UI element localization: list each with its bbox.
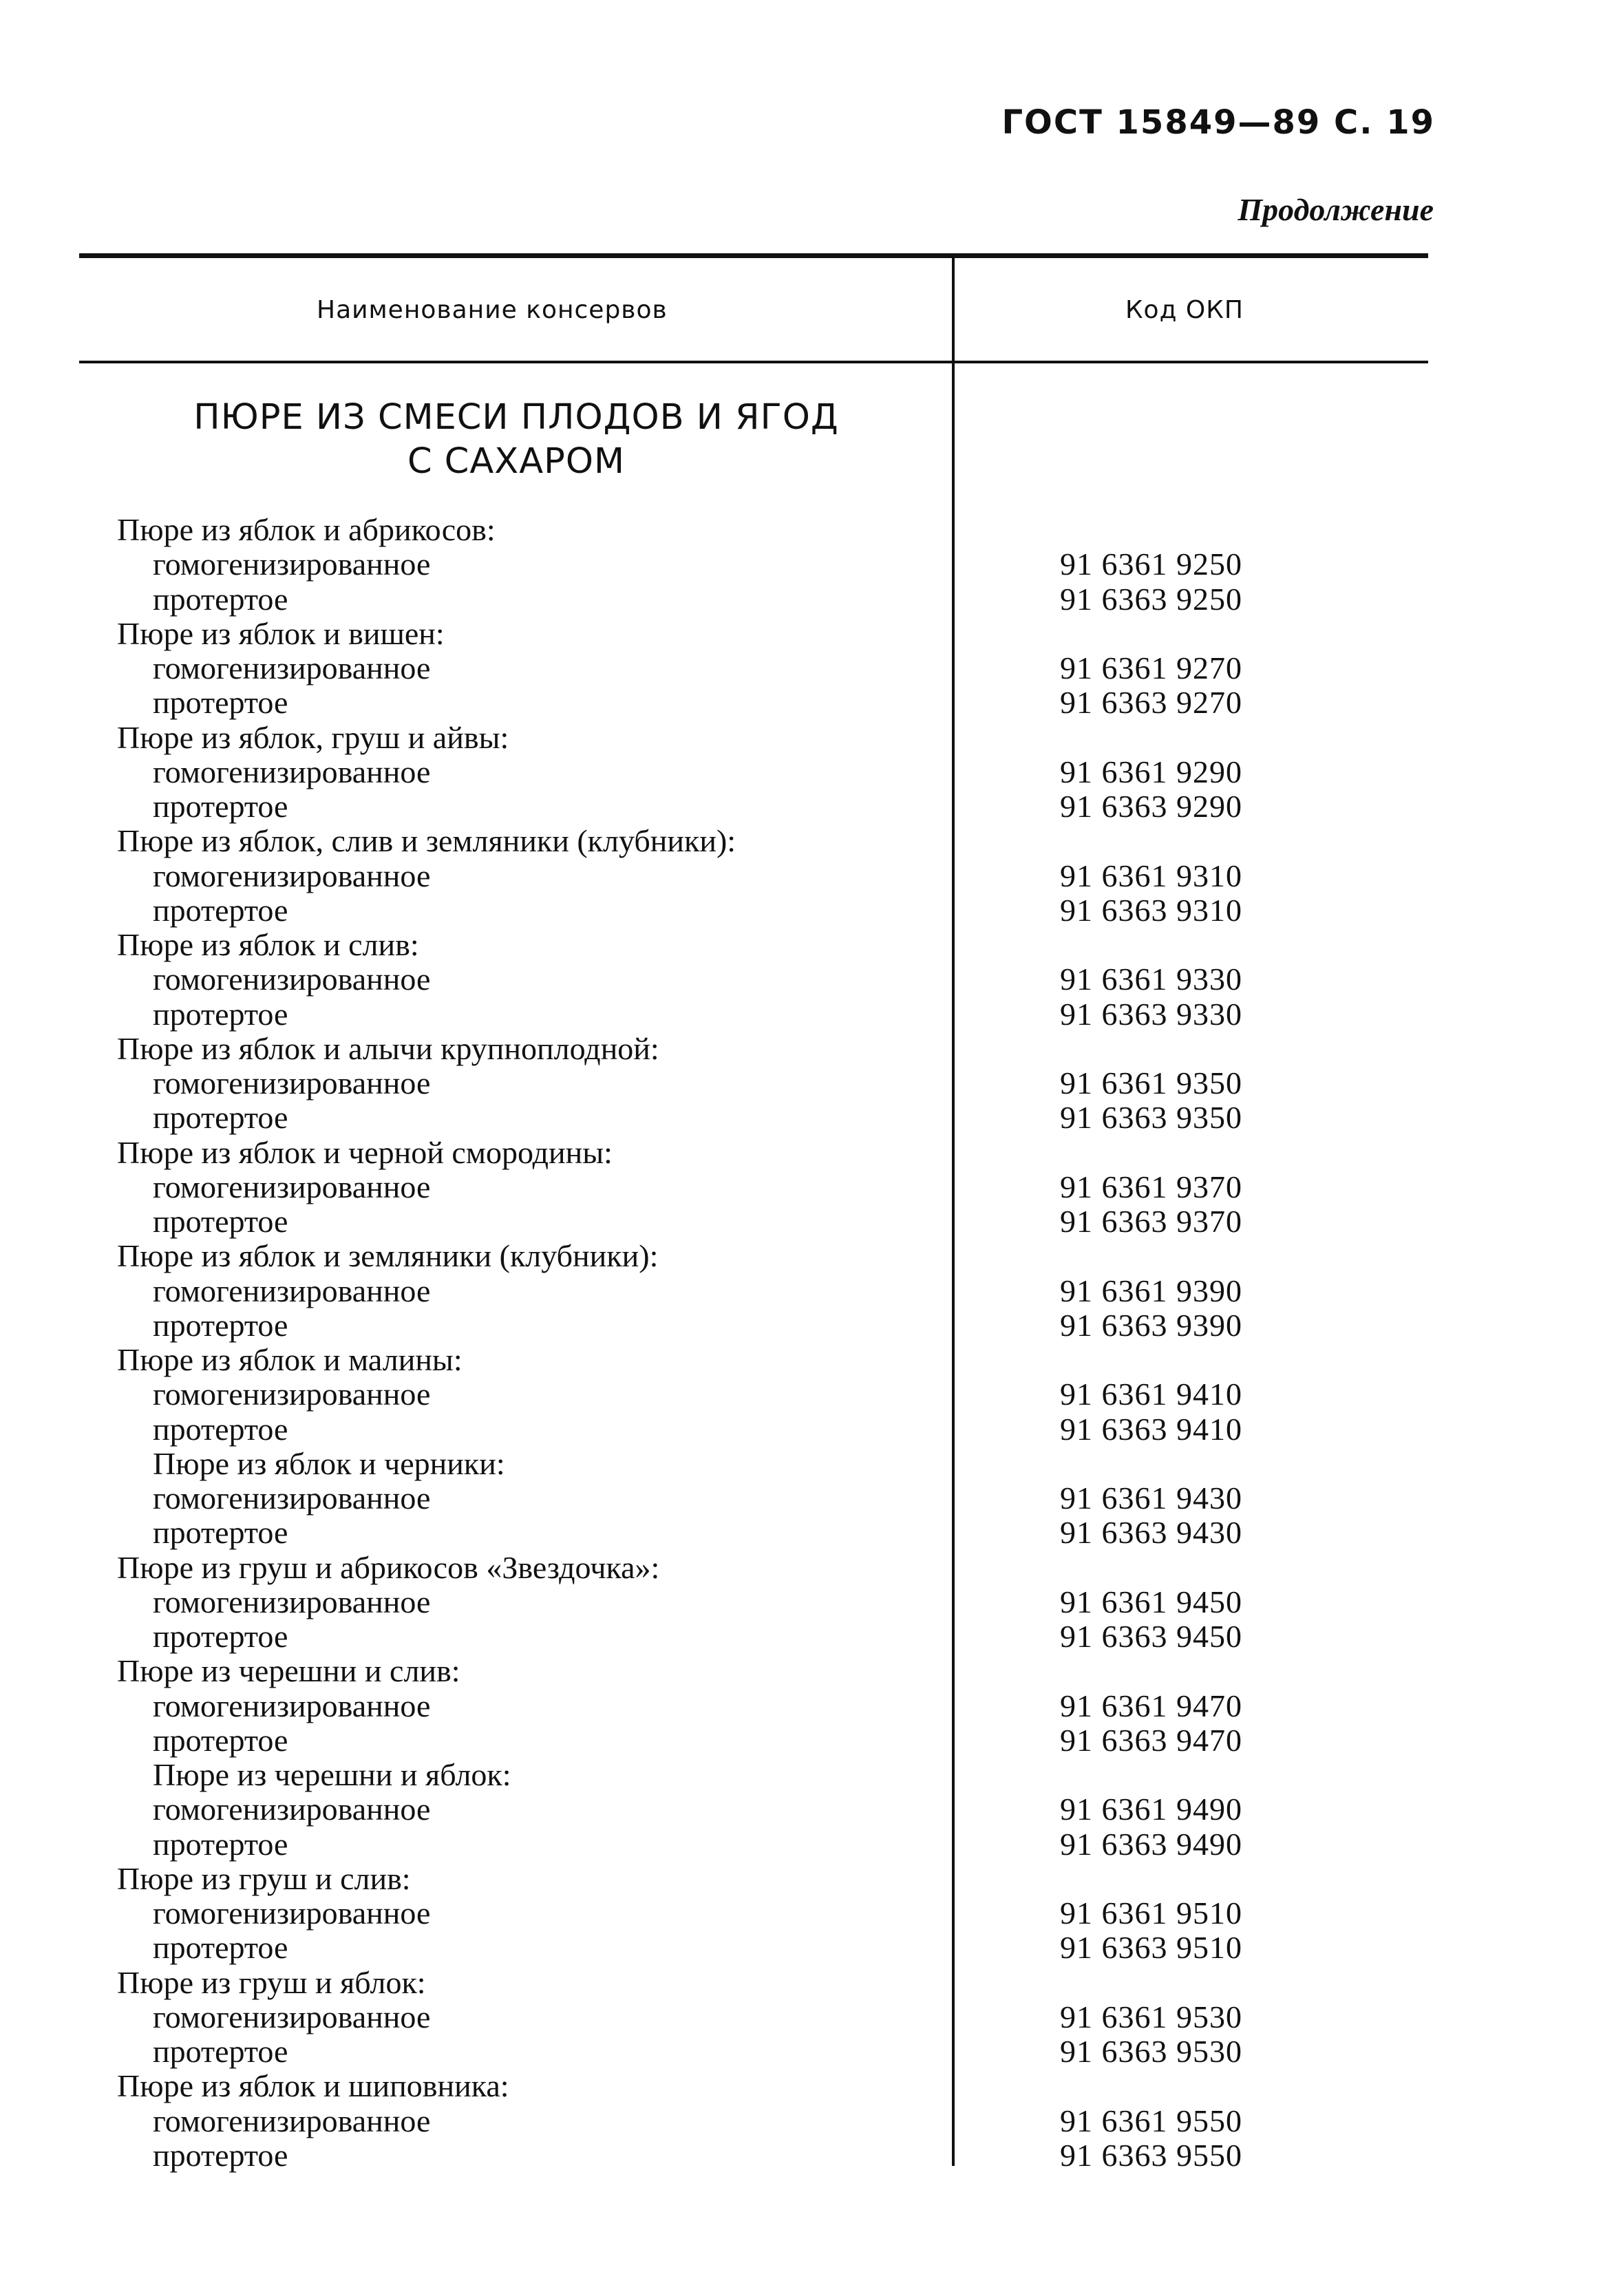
product-variant-row (0, 2104, 1614, 2138)
product-variant-row (0, 1412, 1614, 1447)
okp-code: 91 6363 9530 (1060, 2034, 1242, 2069)
product-group-row (0, 1551, 1614, 1585)
section-title (96, 396, 936, 484)
product-variant-name: протертое (153, 789, 288, 824)
product-variant-name: гомогенизированное (153, 1584, 431, 1619)
product-variant-row (0, 1827, 1614, 1862)
product-group-name: Пюре из черешни и слив: (117, 1653, 460, 1689)
product-group-row (0, 1862, 1614, 1896)
product-variant-row (0, 1931, 1614, 1965)
okp-code: 91 6361 9490 (1060, 1792, 1242, 1827)
product-group-row (0, 1032, 1614, 1066)
product-variant-row (0, 547, 1614, 582)
product-group-name: Пюре из яблок, слив и земляники (клубники): (117, 823, 736, 859)
product-variant-name: гомогенизированное (153, 1273, 431, 1308)
product-variant-name: протертое (153, 1204, 288, 1239)
okp-code: 91 6361 9270 (1060, 650, 1242, 685)
okp-code: 91 6361 9310 (1060, 858, 1242, 893)
okp-code: 91 6363 9350 (1060, 1100, 1242, 1136)
product-variant-name: гомогенизированное (153, 1376, 431, 1412)
product-group-name: Пюре из яблок и малины: (117, 1342, 463, 1377)
column-header-code: Код ОКП (1125, 296, 1244, 324)
product-group-name: Пюре из яблок и алычи крупноплодной: (117, 1030, 659, 1066)
product-variant-name: протертое (153, 1826, 288, 1862)
product-variant-row (0, 755, 1614, 789)
okp-code: 91 6363 9390 (1060, 1307, 1242, 1343)
product-variant-row (0, 1377, 1614, 1412)
product-variant-row (0, 962, 1614, 997)
product-group-name: Пюре из яблок и шиповника: (117, 2068, 509, 2104)
product-variant-row (0, 1101, 1614, 1135)
okp-code: 91 6361 9370 (1060, 1169, 1242, 1204)
okp-code: 91 6361 9250 (1060, 546, 1242, 582)
product-variant-row (0, 1585, 1614, 1619)
product-group-row (0, 617, 1614, 651)
product-group-row (0, 513, 1614, 547)
product-variant-row (0, 685, 1614, 720)
product-variant-name: гомогенизированное (153, 546, 431, 582)
product-variant-name: гомогенизированное (153, 1480, 431, 1516)
product-variant-name: протертое (153, 1411, 288, 1447)
product-group-row (0, 1343, 1614, 1377)
product-variant-row (0, 1792, 1614, 1827)
okp-code: 91 6363 9370 (1060, 1204, 1242, 1239)
product-variant-name: протертое (153, 2034, 288, 2069)
product-variant-row (0, 582, 1614, 617)
okp-code: 91 6361 9350 (1060, 1065, 1242, 1101)
column-header-name: Наименование консервов (317, 296, 668, 324)
product-group-row (0, 1239, 1614, 1273)
product-variant-name: гомогенизированное (153, 2103, 431, 2138)
product-variant-row (0, 1723, 1614, 1758)
product-variant-name: протертое (153, 1100, 288, 1136)
product-group-row (0, 1758, 1614, 1792)
product-variant-row (0, 2000, 1614, 2034)
product-variant-row (0, 1066, 1614, 1101)
okp-code: 91 6363 9250 (1060, 581, 1242, 617)
product-group-row (0, 2069, 1614, 2103)
product-variant-row (0, 1689, 1614, 1723)
product-group-name: Пюре из яблок и черники: (153, 1445, 505, 1481)
product-variant-row (0, 651, 1614, 685)
product-variant-name: протертое (153, 1722, 288, 1758)
product-variant-row (0, 997, 1614, 1032)
product-group-name: Пюре из яблок, груш и айвы: (117, 719, 509, 755)
product-group-name: Пюре из яблок и земляники (клубники): (117, 1238, 659, 1274)
okp-code: 91 6363 9450 (1060, 1619, 1242, 1654)
okp-code: 91 6361 9290 (1060, 754, 1242, 789)
product-variant-name: гомогенизированное (153, 650, 431, 685)
product-variant-name: гомогенизированное (153, 961, 431, 997)
okp-code: 91 6361 9470 (1060, 1688, 1242, 1723)
okp-code: 91 6363 9430 (1060, 1515, 1242, 1551)
product-variant-row (0, 789, 1614, 824)
product-variant-name: гомогенизированное (153, 1895, 431, 1931)
okp-code: 91 6361 9390 (1060, 1273, 1242, 1308)
product-variant-name: протертое (153, 1515, 288, 1551)
product-variant-name: протертое (153, 996, 288, 1032)
section-title-line-1: ПЮРЕ ИЗ СМЕСИ ПЛОДОВ И ЯГОД (193, 397, 839, 438)
product-variant-name: протертое (153, 685, 288, 721)
okp-code: 91 6361 9430 (1060, 1480, 1242, 1516)
product-variant-name: протертое (153, 2137, 288, 2173)
product-group-row (0, 824, 1614, 858)
okp-code: 91 6363 9510 (1060, 1930, 1242, 1966)
product-variant-name: гомогенизированное (153, 1792, 431, 1827)
product-variant-name: протертое (153, 1619, 288, 1654)
product-variant-row (0, 893, 1614, 928)
okp-code: 91 6363 9330 (1060, 996, 1242, 1032)
okp-code: 91 6363 9290 (1060, 789, 1242, 824)
okp-code: 91 6361 9450 (1060, 1584, 1242, 1619)
okp-code: 91 6363 9270 (1060, 685, 1242, 721)
product-group-row (0, 1136, 1614, 1170)
product-variant-name: гомогенизированное (153, 1688, 431, 1723)
product-variant-row (0, 1308, 1614, 1343)
product-variant-name: гомогенизированное (153, 858, 431, 893)
product-variant-row (0, 1896, 1614, 1931)
product-group-name: Пюре из яблок и вишен: (117, 615, 445, 651)
okp-code: 91 6361 9550 (1060, 2103, 1242, 2138)
product-variant-row (0, 859, 1614, 893)
okp-code: 91 6361 9330 (1060, 961, 1242, 997)
product-variant-row (0, 2034, 1614, 2069)
product-group-name: Пюре из черешни и яблок: (153, 1757, 511, 1792)
product-variant-name: протертое (153, 581, 288, 617)
product-list (0, 513, 1614, 2173)
product-group-name: Пюре из груш и абрикосов «Звездочка»: (117, 1549, 660, 1585)
product-variant-name: гомогенизированное (153, 754, 431, 789)
product-group-name: Пюре из груш и слив: (117, 1860, 411, 1896)
product-variant-name: гомогенизированное (153, 1169, 431, 1204)
product-group-name: Пюре из груш и яблок: (117, 1964, 426, 2000)
okp-code: 91 6363 9310 (1060, 892, 1242, 928)
product-variant-row (0, 2138, 1614, 2173)
product-group-name: Пюре из яблок и слив: (117, 927, 419, 962)
product-group-row (0, 1966, 1614, 2000)
table-header-rule (79, 361, 1428, 363)
product-group-name: Пюре из яблок и черной смородины: (117, 1134, 613, 1170)
okp-code: 91 6363 9410 (1060, 1411, 1242, 1447)
section-title-line-2: С САХАРОМ (407, 441, 626, 482)
product-variant-row (0, 1481, 1614, 1516)
product-group-row (0, 721, 1614, 755)
product-variant-name: протертое (153, 1307, 288, 1343)
product-variant-name: протертое (153, 1930, 288, 1966)
product-variant-row (0, 1619, 1614, 1654)
table-top-rule (79, 253, 1428, 258)
page-header: ГОСТ 15849—89 С. 19 (1001, 103, 1435, 142)
okp-code: 91 6361 9410 (1060, 1376, 1242, 1412)
product-group-name: Пюре из яблок и абрикосов: (117, 512, 496, 547)
product-variant-row (0, 1170, 1614, 1204)
continuation-label: Продолжение (1238, 192, 1434, 227)
product-group-row (0, 1447, 1614, 1481)
product-variant-row (0, 1204, 1614, 1239)
okp-code: 91 6363 9470 (1060, 1722, 1242, 1758)
product-variant-name: протертое (153, 892, 288, 928)
product-variant-name: гомогенизированное (153, 1999, 431, 2034)
okp-code: 91 6363 9550 (1060, 2137, 1242, 2173)
okp-code: 91 6361 9530 (1060, 1999, 1242, 2034)
okp-code: 91 6361 9510 (1060, 1895, 1242, 1931)
product-variant-row (0, 1516, 1614, 1550)
product-variant-name: гомогенизированное (153, 1065, 431, 1101)
product-group-row (0, 928, 1614, 962)
product-group-row (0, 1654, 1614, 1688)
okp-code: 91 6363 9490 (1060, 1826, 1242, 1862)
product-variant-row (0, 1274, 1614, 1308)
